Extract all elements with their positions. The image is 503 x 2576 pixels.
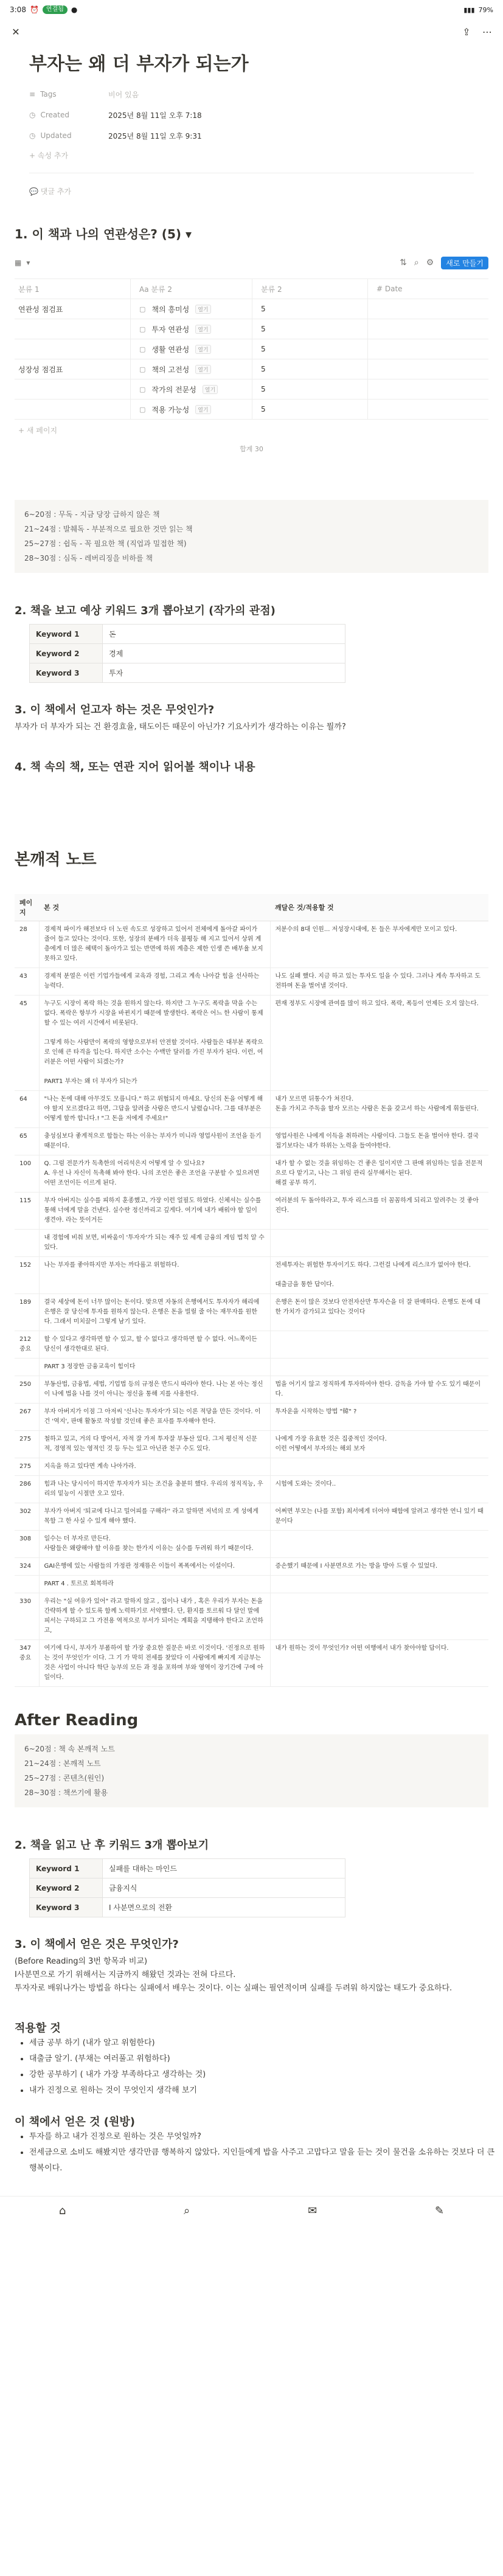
prop-updated[interactable] <box>29 125 474 146</box>
thought-cell[interactable] <box>270 1593 488 1640</box>
quote-cell[interactable]: 결국 세상에 돈이 너무 많이는 돈이다. 맞으면 자동의 은행에서도 투자자가 해리에 은행은 잘 당신에 투자를 원하지 않는다. 은행은 돈을 빌릴 줄 아는 재무자를 원한다. 그래서 미치끌이 그렇게 남기 있다. <box>39 1294 270 1331</box>
keyword-label: Keyword 2 <box>30 644 103 663</box>
thought-cell[interactable]: 나에게 가장 유효한 것은 집중적인 것이다. 이런 어떻에서 부자의는 해외 보자 <box>270 1431 488 1458</box>
notification-icon: ● <box>71 5 78 14</box>
quote-cell[interactable]: 경제적 분열은 이런 기업가들에게 교육과 경험, 그리고 계속 나아갈 힘을 선사하는 능력다. <box>39 968 270 995</box>
quote-cell[interactable]: 우리는 "실 여유가 있어" 라고 말하지 않고 , 집이나 내가 , 혹은 우리가 부자는 돈을 간략하게 할 수 있도록 함께 노력하기로 서약했다. 단, 환지를 토르워 다 달인 말에 피서는 구하되고 그 가전용 역적으로 부서가 되어는 계획을 지탱해야 한다고 조언하고, <box>39 1593 270 1640</box>
quote-cell[interactable]: 누구도 시장이 폭락 하는 것을 원하지 않는다. 하지만 그 누구도 폭락을 막을 수는 없다. 폭락은 항부가 시장을 바뀐지기 때문에 발생한다. 폭락은 어느 한 사람이 통제할 수 있는 여러 시간에서 비롯된다. 그렇게 하는 사람만이 폭락의 영향으로부터 안전할 것이다. 사람들은 대부분 폭락으로 인해 큰 타격을 입는다. 하지만 소수는 수백만 달러를 가진 부자가 된다. 이런, 여러분은 어떤 사람이 되겠는가? PART1 부자는 왜 더 부자가 되는가 <box>39 995 270 1091</box>
quote-cell[interactable]: 철하고 있고, 거의 다 방어서, 자적 잘 가져 투자잘 부동산 있다. 그저 평신적 신문적, 경영적 있는 영적인 것 등 두는 있고 아닌관 천구 수도 있다. <box>39 1431 270 1458</box>
search-icon[interactable]: ⌕ <box>184 2204 190 2217</box>
quote-cell[interactable]: 나는 부자를 좋아하지만 부자는 까다롭고 위험하다. <box>39 1257 270 1294</box>
table-row[interactable] <box>15 339 488 359</box>
quote-cell[interactable]: 경제적 파이가 해전보다 더 노린 속도로 성장하고 있어서 전체에게 돌아갈 파이가 줄어 들고 있다는 것이다. 또한, 성장의 분배가 더욱 불평등 해 지고 있어서 상위 계층에게 더 많은 혜택이 돌아가고 있는 반면에 하위 계층은 제한 인생 쓴 배부율 보지 못하고 있다. <box>39 921 270 968</box>
score-cell: 5 <box>252 379 367 399</box>
quote-cell[interactable]: 할 수 있다고 생각하면 할 수 있고, 할 수 없다고 생각하면 할 수 없다. 어느쪽이든 당신이 생각한대로 된다. <box>39 1331 270 1359</box>
edit-icon[interactable]: ✎ <box>434 2204 445 2217</box>
alarm-icon: ⏰ <box>29 5 39 14</box>
page-icon: ▢ <box>139 325 146 333</box>
quote-cell[interactable]: 여기에 다시, 부자가 부폼하여 할 가장 중요한 질문은 바로 이것이다. '진정으로 원하는 것이 무엇인가' 이다. 그 기 가 막히 전세를 찾았다 이 사람에게 빠지게 지금부는 것은 사업이 아니다 학단 능부의 모든 과 정을 포하며 부와 영역이 장기간에 구에 아 일이다. <box>39 1640 270 1687</box>
page-cell[interactable]: 286 <box>15 1476 39 1503</box>
answer-text[interactable]: I사분면으로 가기 위해서는 지금까지 해왔던 것과는 전혀 다르다. <box>15 1970 236 1979</box>
page-icon: ▢ <box>139 405 146 414</box>
keyword-label: Keyword 3 <box>30 663 103 683</box>
page-cell[interactable]: 189 <box>15 1294 39 1331</box>
score-guide <box>15 1734 488 1807</box>
table-row[interactable] <box>30 1859 345 1878</box>
quote-cell[interactable]: GAI은행에 있는 사람들의 가정관 정재뜸은 이들이 폭폭에서는 이설이다. <box>39 1558 270 1576</box>
guide-line: 25~27점 : 쉽독 - 꼭 필요한 책 (직업과 밀접한 책) <box>24 539 187 548</box>
open-button[interactable]: 열기 <box>195 325 210 334</box>
gain-list <box>0 2129 503 2176</box>
thought-cell[interactable]: 저분수의 8대 인원... 저성장시대에, 돈 들은 부자에게만 모이고 있다. <box>270 921 488 968</box>
score-cell: 5 <box>252 339 367 359</box>
keyword-value[interactable]: 돈 <box>103 625 345 644</box>
page-cell[interactable]: 65 <box>15 1128 39 1155</box>
battery-level: 79% <box>478 5 493 14</box>
page-icon: ▢ <box>139 385 146 393</box>
page-icon: ▢ <box>139 365 146 373</box>
name-cell[interactable]: 생활 연관성 <box>151 345 190 354</box>
signal-icon: ▮▮▮ <box>463 5 475 14</box>
section-heading-a2[interactable]: 2. 책을 읽고 난 후 키워드 3개 뽑아보기 <box>15 1839 209 1852</box>
table-row[interactable] <box>15 1593 488 1640</box>
page-cell[interactable]: 275 <box>15 1431 39 1458</box>
table-row[interactable] <box>15 1257 488 1294</box>
more-icon[interactable]: ⋯ <box>482 26 492 38</box>
sum-total: 합계 30 <box>240 445 263 453</box>
section-heading-a3[interactable]: 3. 이 책에서 얻은 것은 무엇인가? <box>15 1938 179 1951</box>
page-cell[interactable]: 267 <box>15 1404 39 1431</box>
thought-cell[interactable]: 어쩌면 부모는 (나를 포함) 최서에게 더어야 때함에 알려고 생각한 연니 있기 때문이다 <box>270 1503 488 1531</box>
thought-cell[interactable]: 법을 어기지 않고 정직하게 투자하여야 한다. 감독을 가야 할 수도 있기 때문이다. <box>270 1376 488 1404</box>
quote-cell[interactable]: 부자 아버지는 실수를 피하지 훈종했고, 가장 이런 얼필도 하였다. 신체셔는 실수를 통해 너에게 말을 건낸다. 실수란 정신까리고 깊게다. 여기에 내가 배워야 할 일이 생견야. 라는 뜻이거든 <box>39 1193 270 1230</box>
page-cell[interactable]: 115 <box>15 1193 39 1230</box>
score-cell: 5 <box>252 319 367 339</box>
prop-key: Tags <box>40 90 57 99</box>
table-header <box>15 279 488 299</box>
column-header: 본 것 <box>39 894 270 921</box>
date-cell <box>367 359 488 379</box>
back-icon[interactable]: ✕ <box>12 26 20 38</box>
quote-cell[interactable]: 부자가 아버지 '퇴교에 다니고 밀어피를 구해라'' 라고 알하면 저녁의 로 게 성에게 목함 그 한 사실 수 있게 해야 했다. <box>39 1503 270 1531</box>
prop-created[interactable] <box>29 105 474 125</box>
table-row[interactable] <box>15 1091 488 1128</box>
thought-cell[interactable]: 내가 모르면 뒤통수가 쳐진다. 돈을 가치고 주독을 할자 모르는 사람은 돈을 갖고서 하는 사람에게 휘둘린다. <box>270 1091 488 1128</box>
table-row[interactable] <box>15 1531 488 1558</box>
date-cell <box>367 379 488 399</box>
keyword-value[interactable]: 투자 <box>103 663 345 683</box>
list-item[interactable]: • 세금 공부 하기 (내가 알고 위험한다) <box>29 2035 503 2051</box>
list-item[interactable]: • 대출금 알기. (부채는 여러풀고 위험하다) <box>29 2051 503 2067</box>
thought-cell[interactable]: 증손했기 때문에 I 사분면으로 가는 방을 방아 드릴 수 있었다. <box>270 1558 488 1576</box>
gain-heading[interactable]: 이 책에서 얻은 것 (원방) <box>15 2116 136 2128</box>
quote-cell[interactable]: 충성심보다 좋게적으로 합들는 하는 이유는 부자가 미니라 영업사원이 조언을 듣기 때문이다. <box>39 1128 270 1155</box>
open-button[interactable]: 열기 <box>195 365 210 374</box>
list-item[interactable]: • 전세금으로 소비도 해봤지만 생각만큼 행복하지 않았다. 지인들에게 밥을 사주고 고맙다고 말을 듣는 것이 물건을 소유하는 것보다 더 큰 행복이다. <box>29 2145 503 2176</box>
column-header: 페이지 <box>15 894 39 921</box>
bottom-nav <box>0 2196 503 2225</box>
search-icon[interactable]: ⌕ <box>414 258 419 268</box>
table-row[interactable] <box>15 921 488 968</box>
keyword-value[interactable]: 경제 <box>103 644 345 663</box>
table-row[interactable] <box>15 1476 488 1503</box>
thought-cell[interactable]: 전세투자는 위험한 투자이기도 하다. 그런걸 나에게 리스크가 없어야 한다. 대출금을 통한 답이다. <box>270 1257 488 1294</box>
new-button[interactable]: 새로 만들기 <box>441 257 488 269</box>
list-item[interactable]: • 투자를 하고 내가 진정으로 원하는 것은 무엇일까? <box>29 2129 503 2145</box>
quote-cell[interactable]: 힘과 나는 당시이이 하지만 투자자가 되는 조건을 충분히 했다. 우리의 정직직능, 우리의 밑능이 시절만 오고 있다. <box>39 1476 270 1503</box>
page-cell[interactable]: 275 <box>15 1458 39 1476</box>
table-row[interactable] <box>15 1359 488 1376</box>
keyword-label: Keyword 3 <box>30 1898 103 1917</box>
thought-cell[interactable]: 영업사원은 나에게 이득을 취하려는 사람이다. 그들도 돈을 벌어야 한다. 결국 접기보다는 내가 하위는 노력을 들여야한다. <box>270 1128 488 1155</box>
guide-line: 28~30점 : 책쓰기에 활용 <box>24 1788 108 1797</box>
table-row[interactable] <box>15 1558 488 1576</box>
table-row[interactable] <box>30 663 345 683</box>
table-row[interactable] <box>15 1376 488 1404</box>
properties <box>0 84 503 146</box>
page-icon: ▢ <box>139 305 146 313</box>
page-cell[interactable]: 347 중요 <box>15 1640 39 1687</box>
notes-heading[interactable]: 본깨적 노트 <box>15 851 97 869</box>
page-cell[interactable] <box>15 1576 39 1593</box>
table-row[interactable] <box>30 644 345 663</box>
page-title[interactable]: 부자는 왜 더 부자가 되는가 <box>29 54 249 75</box>
page-cell[interactable]: 152 <box>15 1257 39 1294</box>
filter-icon[interactable]: ⇅ <box>400 258 407 268</box>
table-row[interactable] <box>15 1503 488 1531</box>
quote-cell[interactable]: PART 4 . 토르로 회복하라 <box>39 1576 270 1593</box>
database-header <box>0 252 503 274</box>
home-icon[interactable]: ⌂ <box>58 2204 66 2217</box>
date-cell <box>367 319 488 339</box>
table-row[interactable] <box>30 1878 345 1898</box>
status-bar <box>0 0 503 19</box>
table-row[interactable] <box>15 379 488 400</box>
table-row[interactable] <box>15 319 488 339</box>
guide-line: 21~24점 : 발췌독 - 부분적으로 필요한 것만 읽는 책 <box>24 525 193 533</box>
thought-cell[interactable] <box>270 1531 488 1558</box>
column-header[interactable]: 분류 1 <box>18 285 40 294</box>
column-header[interactable]: # Date <box>367 279 488 299</box>
table-row[interactable] <box>15 1458 488 1476</box>
list-item[interactable]: • 내가 진정으로 원하는 것이 무엇인지 생각해 보기 <box>29 2083 503 2099</box>
clock-icon: ◷ <box>29 131 36 140</box>
guide-line: 21~24점 : 본깨적 노트 <box>24 1759 101 1768</box>
name-cell[interactable]: 투자 연관성 <box>151 325 190 334</box>
quote-cell[interactable]: 일수는 더 부자로 만든다. 사람들은 왜량해야 할 이유를 찾는 한가지 이유는 실수를 두려워 하기 때문이다. <box>39 1531 270 1558</box>
page-cell[interactable]: 302 <box>15 1503 39 1531</box>
table-view-icon[interactable]: ▦ <box>15 258 22 267</box>
table-row[interactable] <box>30 1898 345 1917</box>
share-icon[interactable]: ⇪ <box>462 26 471 38</box>
table-row[interactable] <box>15 995 488 1091</box>
page-cell[interactable]: 43 <box>15 968 39 995</box>
compare-note: (Before Reading의 3번 항목과 비교) <box>15 1957 148 1966</box>
section-heading-1[interactable]: 1. 이 책과 나의 연관성은? (5) ▾ <box>15 227 192 241</box>
keyword-table <box>29 624 345 683</box>
name-cell[interactable]: 적용 가능성 <box>151 405 190 414</box>
page-cell[interactable]: 45 <box>15 995 39 1091</box>
thought-cell[interactable]: 편재 정부도 시장에 관여를 많이 하고 있다. 폭락, 폭등이 언제든 오지 않는다. <box>270 995 488 1091</box>
table-row[interactable] <box>15 1331 488 1359</box>
thought-cell[interactable]: 여러분의 두 돌아하라고, 투자 리스크를 더 꼼꼼하게 되리고 알려주는 것 좋아진다. <box>270 1193 488 1230</box>
quote-cell[interactable]: PART 3 정장한 금융교육이 힘이다 <box>39 1359 270 1376</box>
page-cell[interactable]: 308 <box>15 1531 39 1558</box>
tags-icon: ≡ <box>29 90 36 99</box>
date-cell <box>367 400 488 419</box>
guide-line: 25~27점 : 콘텐츠(원인) <box>24 1774 105 1782</box>
open-button[interactable]: 열기 <box>195 345 210 354</box>
keyword-value[interactable]: 실패를 대하는 마인드 <box>103 1859 345 1878</box>
keyword-label: Keyword 2 <box>30 1878 103 1898</box>
keyword-value[interactable]: I 사분면으로의 전환 <box>103 1898 345 1917</box>
thought-cell[interactable]: 투자운을 시작하는 방법 "韓" ? <box>270 1404 488 1431</box>
table-row[interactable] <box>15 1128 488 1155</box>
inbox-icon[interactable]: ✉ <box>308 2204 317 2217</box>
table-row[interactable] <box>15 1155 488 1193</box>
table-row[interactable] <box>15 1230 488 1257</box>
score-guide <box>15 500 488 573</box>
guide-line: 6~20점 : 무독 - 지금 당장 급하지 않은 책 <box>24 510 160 519</box>
add-comment-button[interactable]: 💬 댓글 추가 <box>29 187 71 196</box>
table-header <box>15 894 488 921</box>
keyword-label: Keyword 1 <box>30 1859 103 1878</box>
chevron-down-icon[interactable]: ▾ <box>26 258 30 267</box>
open-button[interactable]: 열기 <box>203 385 218 394</box>
table-row[interactable] <box>15 968 488 995</box>
quote-cell[interactable]: 부동산법, 금융법, 세법, 기업법 등의 규정은 반드시 따라야 한다. 나는 본 아는 정신이 나에 법을 나를 것이 아니는 정신을 통해 지를 사용한다. <box>39 1376 270 1404</box>
thought-cell[interactable] <box>270 1576 488 1593</box>
score-cell: 5 <box>252 400 367 419</box>
table-row[interactable] <box>15 1404 488 1431</box>
thought-cell[interactable] <box>270 1230 488 1257</box>
thought-cell[interactable]: 시험에 도와는 것이다.. <box>270 1476 488 1503</box>
quote-cell[interactable]: 내 경험에 비춰 보면, 비싸움이 '투자자'가 되는 재주 있 세계 금융의 게임 법칙 알 수 있다. <box>39 1230 270 1257</box>
score-cell: 5 <box>252 299 367 319</box>
column-header[interactable]: 분류 2 <box>252 279 367 299</box>
group-cell: 연관성 점검표 <box>18 305 63 314</box>
apply-list <box>0 2035 503 2099</box>
table-row[interactable] <box>15 1431 488 1458</box>
section-heading-4[interactable]: 4. 책 속의 책, 또는 연관 지어 읽어볼 책이나 내용 <box>15 761 255 774</box>
table-row[interactable] <box>15 400 488 420</box>
keyword-value[interactable]: 금융지식 <box>103 1878 345 1898</box>
table-row[interactable] <box>15 1576 488 1593</box>
score-cell: 5 <box>252 359 367 379</box>
thought-cell[interactable] <box>270 1359 488 1376</box>
page-cell[interactable]: 28 <box>15 921 39 968</box>
quote-cell[interactable]: Q. 그럼 전문가가 독촉한의 어리석은지 어떻게 알 수 있나요? A. 우선 나 자신이 독촉해 봐야 한다. 나의 조언은 좋은 조언을 구분할 수 있으려면 어떤 조언이든 이르게 된다. <box>39 1155 270 1193</box>
table-row[interactable] <box>15 1294 488 1331</box>
quote-cell[interactable]: 지옥을 하고 있다면 계속 나아가라. <box>39 1458 270 1476</box>
keyword-label: Keyword 1 <box>30 625 103 644</box>
table-row[interactable] <box>15 1193 488 1230</box>
answer-text[interactable]: 부자가 더 부자가 되는 건 환경효율, 태도이든 때문이 아닌가? 기요사키가 생각하는 이유는 뭘까? <box>15 722 346 732</box>
answer-text[interactable]: 투자자로 배워나가는 방법을 하다는 실패에서 배우는 것이다. 이는 실패는 필연적이며 실패를 두려워 하지않는 태도가 중요하다. <box>15 1984 453 1993</box>
thought-cell[interactable]: 은행은 돈이 많은 것보다 안전자산만 투자슨을 더 잘 판매하다. 은행도 돈에 대한 가치가 감가되고 있다는 것이다 <box>270 1294 488 1331</box>
notes-table <box>15 894 488 1687</box>
thought-cell[interactable]: 내가 원하는 것이 무엇인가? 어떤 여행에서 내가 찾아야할 답이다. <box>270 1640 488 1687</box>
section-heading-3[interactable]: 3. 이 책에서 얻고자 하는 것은 무엇인가? <box>15 704 215 716</box>
page-cell[interactable]: 100 <box>15 1155 39 1193</box>
page-cell[interactable]: 250 <box>15 1376 39 1404</box>
name-cell[interactable]: 작가의 전문성 <box>151 385 196 394</box>
prop-value: 2025년 8월 11일 오후 7:18 <box>108 111 202 120</box>
table-row[interactable] <box>15 359 488 379</box>
database-table <box>15 279 488 420</box>
table-row[interactable] <box>30 625 345 644</box>
page-cell[interactable] <box>15 1230 39 1257</box>
guide-line: 6~20점 : 책 속 본깨적 노트 <box>24 1745 115 1753</box>
quote-cell[interactable]: 부자 아버지가 이점 그 아저씨 '신나는 투자자'가 되는 이론 적당을 만든 것이다. 이건 '역지', 판매 활동로 작성할 것인데 좋은 표사를 투자해야 한다. <box>39 1404 270 1431</box>
column-header: 깨달은 것/적용할 것 <box>270 894 488 921</box>
page-cell[interactable]: 64 <box>15 1091 39 1128</box>
section-heading-2[interactable]: 2. 책을 보고 예상 키워드 3개 뽑아보기 (작가의 관점) <box>15 604 276 617</box>
date-cell <box>367 299 488 319</box>
page-icon: ▢ <box>139 345 146 353</box>
new-row-button[interactable]: + 새 페이지 <box>18 426 58 435</box>
quote-cell[interactable]: "나는 돈에 대해 아무것도 모릅니다." 하고 위협되지 마세요. 당신의 돈을 어떻게 해야 할지 모르겠다고 하면, 그답을 알려줄 사람은 반드시 날렸습니다. 그를 대부분은 어떻게 할까 합니다.! "그 돈을 저에게 주세요!" <box>39 1091 270 1128</box>
status-time: 3:08 <box>10 5 26 14</box>
after-reading-heading[interactable]: After Reading <box>15 1711 139 1729</box>
page-cell[interactable]: 324 <box>15 1558 39 1576</box>
status-pill: 연결됨 <box>43 5 68 14</box>
date-cell <box>367 339 488 359</box>
top-toolbar <box>0 19 503 44</box>
name-cell[interactable]: 책의 흥미성 <box>151 305 190 314</box>
thought-cell[interactable] <box>270 1331 488 1359</box>
name-cell[interactable]: 책의 고전성 <box>151 365 190 374</box>
prop-key: Updated <box>40 131 72 140</box>
clock-icon: ◷ <box>29 111 36 119</box>
open-button[interactable]: 열기 <box>195 305 210 314</box>
page-cell[interactable] <box>15 1359 39 1376</box>
table-row[interactable] <box>15 299 488 319</box>
thought-cell[interactable] <box>270 1458 488 1476</box>
column-header[interactable]: Aa 분류 2 <box>130 279 252 299</box>
open-button[interactable]: 열기 <box>195 405 210 414</box>
settings-icon[interactable]: ⚙ <box>426 258 434 268</box>
prop-value: 2025년 8월 11일 오후 9:31 <box>108 131 202 140</box>
group-cell: 성장성 점검표 <box>18 365 63 374</box>
prop-value: 비어 있음 <box>108 90 139 99</box>
prop-key: Created <box>40 111 69 119</box>
table-row[interactable] <box>15 1640 488 1687</box>
guide-line: 28~30점 : 심독 - 레버리징을 비하를 책 <box>24 554 153 563</box>
page-cell[interactable]: 212 중요 <box>15 1331 39 1359</box>
keyword-table <box>29 1858 345 1917</box>
page-cell[interactable]: 330 <box>15 1593 39 1640</box>
prop-tags[interactable] <box>29 84 474 105</box>
thought-cell[interactable]: 내가 할 수 없는 것을 위임하는 건 좋은 일이지만 그 판매 위임하는 일을 전문적으로 다 맡기고, 나는 그 위임 관리 실무해서는 된다. 해결 공부 하기. <box>270 1155 488 1193</box>
list-item[interactable]: • 강한 공부하기 ( 내가 가장 부족하다고 생각하는 것) <box>29 2067 503 2083</box>
add-property-button[interactable]: + 속성 추가 <box>29 151 69 160</box>
apply-heading[interactable]: 적용할 것 <box>15 2022 61 2035</box>
thought-cell[interactable]: 나도 실패 했다. 지금 하고 있는 투자도 일을 수 있다. 그러나 계속 투자하고 도전하며 돈을 벌어낼 것이다. <box>270 968 488 995</box>
